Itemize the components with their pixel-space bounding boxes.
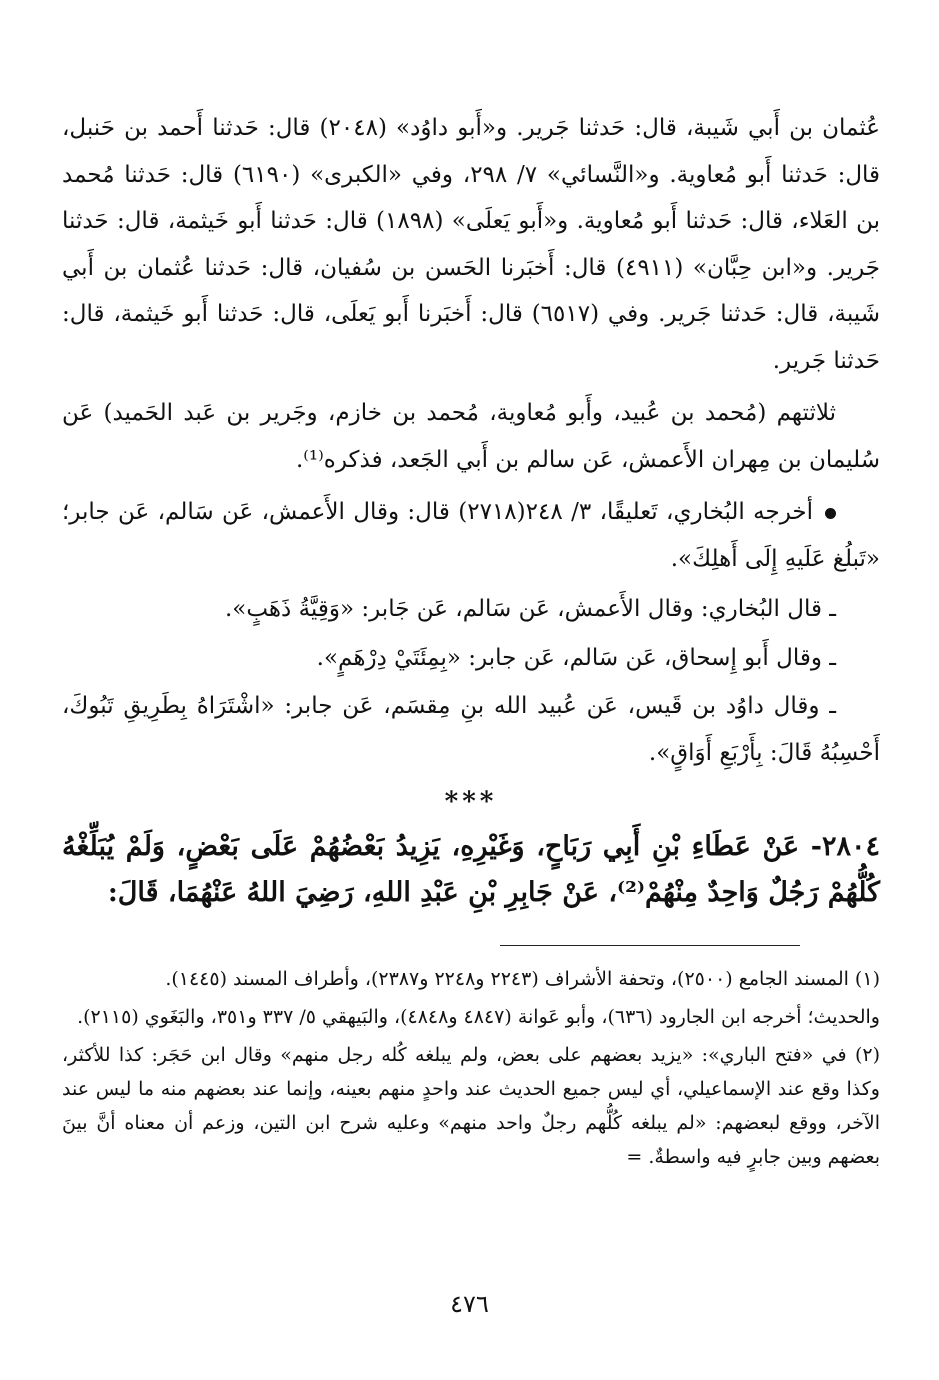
hadith-paragraph bbox=[62, 824, 880, 916]
footnote-separator bbox=[500, 945, 800, 946]
footnote-1-continued: والحديث؛ أخرجه ابن الجارود (٦٣٦)، وأبو عَوانة (٤٨٤٧ و٤٨٤٨)، والبَيهقي ٥/ ٣٣٧ و٣٥١، والبَغَوي (٢١١٥). bbox=[77, 1006, 880, 1028]
footnote-2: (٢) في «فتح الباري»: «يزيد بعضهم على بعض، ولم يبلغه كُله رجل منهم» وقال ابن حَجَر: كذا للأكثر، وكذا وقع عند الإسماعيلي، أي ليس جميع الحديث عند واحدٍ منهم بعينه، وإنما عند بعضهم منه ما ليس عند الآخر، ووقع لبعضهم: «لم يبلغه كُلُّهم رجلٌ واحد منهم» وعليه شرح ابن التين، وزعم أن معناه أنَّ بينَ بعضهم وبين جابرٍ فيه واسطةٌ. = bbox=[62, 1044, 880, 1168]
page-number: ٤٧٦ bbox=[450, 1290, 489, 1318]
section-separator: *** bbox=[444, 787, 498, 817]
footnote-1: (١) المسند الجامع (٢٥٠٠)، وتحفة الأشراف (٢٢٤٣ و٢٢٤٨ و٢٣٨٧)، وأطراف المسند (١٤٤٥). bbox=[165, 968, 880, 990]
bullet-icon bbox=[825, 508, 836, 519]
dash-paragraph-3: ـ وقال داوُد بن قَيس، عَن عُبيد الله بنِ مِقسَم، عَن جابر: «اشْتَرَاهُ بِطَرِيقِ تَبُوكَ، أَحْسِبُهُ قَالَ: بِأَرْبَعِ أَوَاقٍ». bbox=[62, 693, 880, 766]
bullet-paragraph-text: أخرجه البُخاري، تَعليقًا، ٣/ ٢٤٨(٢٧١٨) قال: وقال الأَعمش، عَن سَالم، عَن جابر؛ «تَبلُغ عَلَيهِ إِلَى أَهلِكَ». bbox=[62, 499, 880, 572]
dash-paragraph-2: ـ وقال أَبو إِسحاق، عَن سَالم، عَن جابر: «بِمِئَتَيْ دِرْهَمٍ». bbox=[316, 644, 836, 671]
hadith-text: عَنْ عَطَاءِ بْنِ أَبِي رَبَاحٍ، وَغَيْرِهِ، يَزِيدُ بَعْضُهُمْ عَلَى بَعْضٍ، وَلَمْ يُبَلِّغْهُ كُلُّهُمْ رَجُلٌ وَاحِدٌ مِنْهُمْ⁽²⁾، عَنْ جَابِرِ بْنِ عَبْدِ اللهِ، رَضِيَ اللهُ عَنْهُمَا، قَالَ: bbox=[62, 831, 880, 908]
body-paragraph-narrators: ثلاثتهم (مُحمد بن عُبيد، وأَبو مُعاوية، مُحمد بن خازم، وجَرير بن عَبد الحَميد) عَن سُليمان بن مِهران الأَعمش، عَن سالم بن أَبي الجَعد، فذكره⁽¹⁾. bbox=[62, 400, 880, 473]
body-paragraph-sources: عُثمان بن أَبي شَيبة، قال: حَدثنا جَرير. و«أَبو داوُد» (٢٠٤٨) قال: حَدثنا أَحمد بن حَنبل، قال: حَدثنا أَبو مُعاوية. و«النَّسائي» ٧/ ٢٩٨، وفي «الكبرى» (٦١٩٠) قال: حَدثنا مُحمد بن العَلاء، قال: حَدثنا أَبو مُعاوية. و«أَبو يَعلَى» (١٨٩٨) قال: حَدثنا أَبو خَيثمة، قال: حَدثنا جَرير. و«ابن حِبَّان» (٤٩١١) قال: أَخبَرنا الحَسن بن سُفيان، قال: حَدثنا عُثمان بن أَبي شَيبة، قال: حَدثنا جَرير. وفي (٦٥١٧) قال: أَخبَرنا أَبو يَعلَى، قال: حَدثنا أَبو خَيثمة، قال: حَدثنا جَرير. bbox=[62, 115, 881, 374]
main-text bbox=[62, 105, 880, 916]
footnotes bbox=[62, 962, 880, 1178]
hadith-number: ٢٨٠٤- bbox=[810, 831, 880, 862]
bullet-paragraph bbox=[62, 489, 880, 582]
dash-paragraph-1: ـ قال البُخاري: وقال الأَعمش، عَن سَالم، عَن جَابر: «وَقِيَّةُ ذَهَبٍ». bbox=[224, 596, 836, 622]
